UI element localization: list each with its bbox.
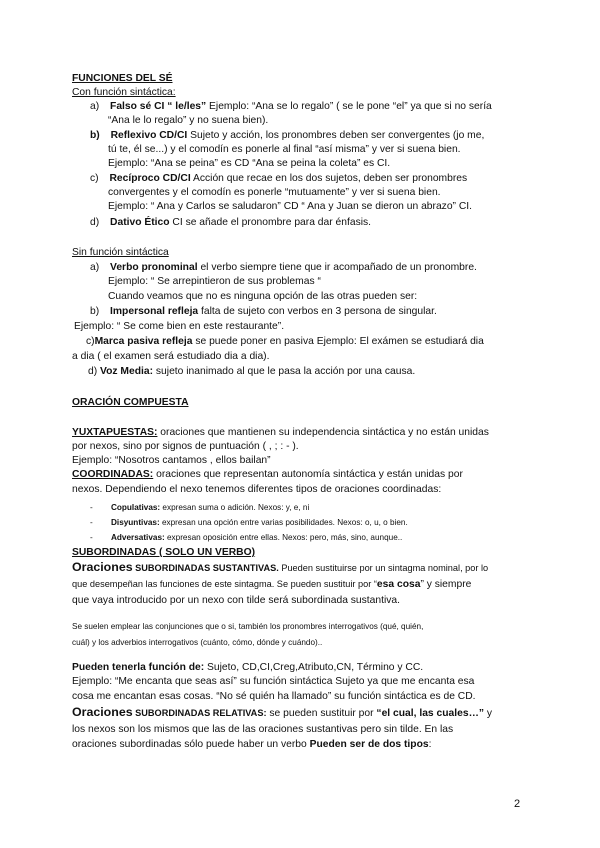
- note-conjunciones-2: cuál) y los adverbios interrogativos (cuánto, cómo, dónde y cuándo)..: [72, 638, 323, 647]
- page-number: 2: [514, 798, 521, 810]
- item-text: Acción que recae en los dos sujetos, deben ser pronombres: [190, 173, 468, 184]
- bullet-text: expresan suma o adición. Nexos: y, e, ni: [160, 503, 310, 512]
- term-esa-cosa: esa cosa: [376, 579, 421, 590]
- subheading-subordinadas: SUBORDINADAS ( SOLO UN VERBO): [72, 547, 256, 558]
- list-item-c-cont2: Ejemplo: “ Ana y Carlos se saludaron” CD “ Ana y Juan se dieron un abrazo” CI.: [108, 201, 473, 212]
- paragraph-relativas-cont1: los nexos son los mismos que las de las oraciones sustantivas pero sin tilde. En las: [72, 724, 454, 735]
- subheading-sin-funcion: Sin función sintáctica: [72, 247, 169, 258]
- list-item-sc-cont: a dia ( el examen será estudiado dia a dia).: [72, 351, 270, 362]
- term-subordinadas-relativas: SUBORDINADAS RELATIVAS:: [132, 708, 267, 718]
- term-subordinadas-sustantivas: SUBORDINADAS SUSTANTIVAS.: [132, 563, 279, 573]
- term-falso-se: Falso sé CI “ le/les”: [110, 101, 207, 112]
- example-funciones-2: cosa me encantan esas cosas. “No sé quién ha llamado” su función sintáctica es de CD.: [72, 691, 476, 702]
- list-marker: d): [90, 217, 100, 228]
- term-oraciones: Oraciones: [72, 560, 133, 574]
- paragraph-text: oraciones subordinadas sólo puede haber un verbo: [72, 739, 310, 750]
- paragraph-sustantivas: [72, 561, 488, 575]
- bullet-dash: -: [90, 518, 93, 527]
- list-item-sa-cont2: Cuando veamos que no es ninguna opción de las otras pueden ser:: [108, 291, 418, 302]
- subheading-con-funcion: Con función sintáctica:: [72, 87, 176, 98]
- bullet-copulativas: [90, 501, 309, 514]
- item-text: sujeto inanimado al que le pasa la acción por una causa.: [153, 366, 416, 377]
- list-item-b-cont2: Ejemplo: “Ana se peina” es CD “Ana se peina la coleta” es CI.: [108, 158, 391, 169]
- term-yuxtapuestas: YUXTAPUESTAS:: [72, 427, 158, 438]
- term-oraciones: Oraciones: [72, 705, 133, 719]
- list-item-d: [90, 216, 371, 229]
- list-marker: b): [90, 306, 100, 317]
- item-text: se puede poner en pasiva Ejemplo: El exámen se estudiará dia: [192, 336, 484, 347]
- paragraph-text-end: ” y siempre: [420, 579, 472, 590]
- bullet-dash: -: [90, 533, 93, 542]
- term-reflexivo: Reflexivo CD/CI: [110, 130, 188, 141]
- list-marker: a): [90, 101, 100, 112]
- term-marca-pasiva: Marca pasiva refleja: [94, 336, 193, 347]
- list-marker: c): [90, 173, 99, 184]
- list-marker: c): [86, 336, 95, 347]
- paragraph-yuxtapuestas-cont: por nexos, sino por signos de puntuación ( , ; : - ).: [72, 441, 299, 452]
- example-funciones-1: Ejemplo: “Me encanta que seas así” su función sintáctica Sujeto ya que me encanta esa: [72, 676, 475, 687]
- section-title-oracion-compuesta: ORACIÓN COMPUESTA: [72, 397, 189, 408]
- paragraph-text: oraciones que representan autonomía sintáctica y están unidas por: [153, 469, 463, 480]
- list-marker: a): [90, 262, 100, 273]
- list-item-sb: [90, 305, 437, 318]
- bullet-dash: -: [90, 503, 93, 512]
- paragraph-text: oraciones que mantienen su independencia sintáctica y no están unidas: [157, 427, 489, 438]
- section-title-funciones-se: FUNCIONES DEL SÉ: [72, 73, 173, 84]
- paragraph-text: que desempeñan las funciones de este sintagma. Se pueden sustituir por “: [72, 579, 377, 589]
- paragraph-text: se pueden sustituir por: [266, 708, 377, 719]
- list-item-sa-cont1: Ejemplo: “ Se arrepintieron de sus problemas “: [108, 276, 321, 287]
- item-text: CI se añade el pronombre para dar énfasis.: [169, 217, 372, 228]
- example-yuxtapuestas: Ejemplo: “Nosotros cantamos , ellos bailan”: [72, 455, 271, 466]
- list-item-sd: [88, 365, 415, 378]
- item-text: el verbo siempre tiene que ir acompañado de un pronombre.: [197, 262, 477, 273]
- list-item-c: [90, 172, 467, 185]
- item-text: Ejemplo: “Ana se lo regalo” ( se le pone “el” ya que si no sería: [206, 101, 492, 112]
- list-marker: d): [88, 366, 98, 377]
- list-item-b: [90, 129, 484, 142]
- term-dos-tipos: Pueden ser de dos tipos: [309, 739, 429, 750]
- paragraph-relativas: [72, 706, 492, 720]
- paragraph-relativas-cont2: [72, 738, 431, 751]
- term-coordinadas: COORDINADAS:: [72, 469, 154, 480]
- term-verbo-pronominal: Verbo pronominal: [110, 262, 198, 273]
- list-item-c-cont1: convergentes y el comodín es ponerle “mutuamente” y ver si suena bien.: [108, 187, 441, 198]
- list-marker: b): [90, 130, 100, 141]
- list-item-b-cont1: tú te, él se...) y el comodín es ponerle al final “así misma” y ver si suena bien.: [108, 144, 461, 155]
- item-text: falta de sujeto con verbos en 3 persona de singular.: [198, 306, 437, 317]
- paragraph-text: Sujeto, CD,CI,Creg,Atributo,CN, Término y CC.: [204, 662, 424, 673]
- bullet-label: Copulativas:: [111, 503, 161, 512]
- term-el-cual: “el cual, las cuales…”: [376, 708, 485, 719]
- list-item-sa: [90, 261, 477, 274]
- list-item-a: [90, 100, 492, 113]
- item-text: Sujeto y acción, los pronombres deben ser convergentes (jo me,: [187, 130, 485, 141]
- term-voz-media: Voz Media:: [100, 366, 154, 377]
- note-conjunciones-1: Se suelen emplear las conjunciones que o si, también los pronombres interrogativos (qué, quién,: [72, 622, 424, 631]
- list-item-a-cont: “Ana le lo regalo” y no suena bien).: [108, 115, 269, 126]
- bullet-text: expresan una opción entre varias posibilidades. Nexos: o, u, o bien.: [159, 518, 408, 527]
- paragraph-funciones: [72, 661, 423, 674]
- bullet-disyuntivas: [90, 516, 408, 529]
- list-item-sb-cont: Ejemplo: “ Se come bien en este restaurante”.: [74, 321, 285, 332]
- term-pueden-tener: Pueden tenerla función de:: [72, 662, 205, 673]
- paragraph-sustantivas-cont2: que vaya introducido por un nexo con tilde será subordinada sustantiva.: [72, 595, 400, 606]
- paragraph-text: Pueden sustituirse por un sintagma nominal, por lo: [278, 563, 489, 573]
- bullet-label: Disyuntivas:: [111, 518, 160, 527]
- term-reciproco: Recíproco CD/CI: [109, 173, 191, 184]
- paragraph-sustantivas-cont1: [72, 578, 471, 591]
- list-item-sc: [86, 335, 484, 348]
- bullet-adversativas: [90, 531, 402, 544]
- paragraph-yuxtapuestas: [72, 426, 489, 439]
- term-dativo-etico: Dativo Ético: [110, 217, 170, 228]
- term-impersonal-refleja: Impersonal refleja: [110, 306, 199, 317]
- bullet-label: Adversativas:: [111, 533, 165, 542]
- bullet-text: expresan oposición entre ellas. Nexos: pero, más, sino, aunque..: [164, 533, 403, 542]
- paragraph-text-end: y: [484, 708, 493, 719]
- paragraph-coordinadas: [72, 468, 463, 481]
- paragraph-coordinadas-cont: nexos. Dependiendo el nexo tenemos diferentes tipos de oraciones coordinadas:: [72, 484, 442, 495]
- paragraph-text-end: :: [428, 739, 432, 750]
